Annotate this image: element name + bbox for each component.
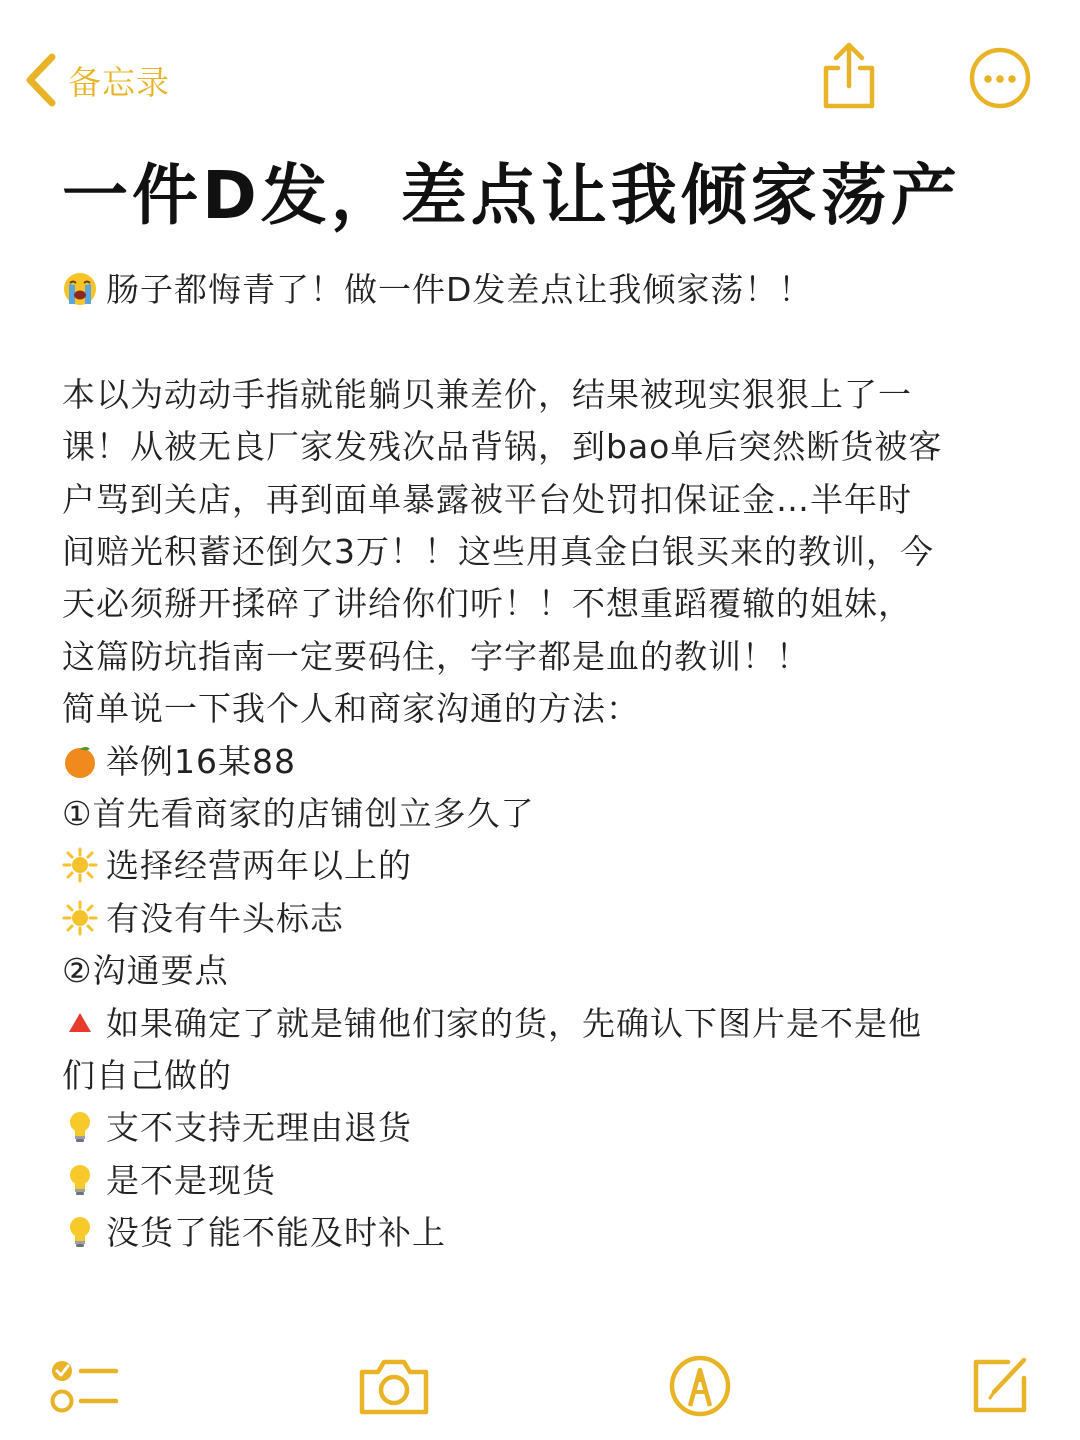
step-two-note-continued: 们自己做的 [62, 1056, 232, 1096]
checklist-icon[interactable] [50, 1354, 120, 1418]
light-bulb-emoji [62, 1109, 98, 1145]
list-item [62, 893, 1002, 945]
paragraph-line: 这篇防坑指南一定要码住，字字都是血的教训！！ [62, 636, 810, 676]
list-item [62, 1207, 1002, 1259]
chevron-left-icon [22, 51, 60, 109]
compose-icon[interactable] [968, 1352, 1032, 1418]
share-icon[interactable] [818, 40, 880, 112]
paragraph-line: 间赔光积蓄还倒欠3万！！这些用真金白银买来的教训，今 [62, 532, 934, 572]
paragraph-line: 本以为动动手指就能躺贝兼差价，结果被现实狠狠上了一 [62, 374, 912, 414]
light-bulb-emoji [62, 1162, 98, 1198]
list-item [62, 1155, 1002, 1207]
orange-emoji [62, 743, 98, 779]
story-paragraph [62, 369, 1002, 683]
method-intro: 简单说一下我个人和商家沟通的方法： [62, 689, 640, 729]
step-two-heading: ②沟通要点 [62, 951, 229, 991]
red-triangle-icon [62, 1005, 98, 1041]
more-icon[interactable] [968, 46, 1032, 110]
list-item-text: 是不是现货 [106, 1160, 276, 1200]
blank-line [62, 316, 1002, 368]
sun-emoji [62, 847, 98, 883]
list-item [62, 840, 1002, 892]
note-body[interactable] [62, 264, 1002, 1260]
step-two-note-text: 如果确定了就是铺他们家的货，先确认下图片是不是他 [106, 1003, 922, 1043]
bottom-toolbar [0, 1340, 1080, 1440]
example-line [62, 736, 1002, 788]
back-button[interactable] [22, 50, 170, 110]
note-title: 一件D发，差点让我倾家荡产 [62, 157, 961, 234]
list-item-text: 有没有牛头标志 [106, 898, 344, 938]
step-one-heading: ①首先看商家的店铺创立多久了 [62, 794, 535, 834]
crying-face-emoji [62, 271, 98, 307]
markup-pen-icon[interactable] [668, 1354, 732, 1418]
paragraph-line: 课！从被无良厂家发残次品背锅，到bao单后突然断货被客 [62, 427, 943, 467]
example-text: 举例16某88 [106, 741, 296, 781]
sun-emoji [62, 900, 98, 936]
list-item [62, 1102, 1002, 1154]
light-bulb-emoji [62, 1214, 98, 1250]
intro-line [62, 264, 1002, 316]
step-two-note [62, 998, 1002, 1050]
list-item-text: 没货了能不能及时补上 [106, 1213, 446, 1253]
list-item-text: 支不支持无理由退货 [106, 1108, 412, 1148]
list-item-text: 选择经营两年以上的 [106, 846, 412, 886]
nav-bar [0, 0, 1080, 150]
camera-icon[interactable] [356, 1354, 432, 1418]
back-label: 备忘录 [68, 62, 170, 102]
intro-text: 肠子都悔青了！做一件D发差点让我倾家荡！！ [106, 270, 813, 309]
paragraph-line: 户骂到关店，再到面单暴露被平台处罚扣保证金…半年时 [62, 479, 912, 519]
paragraph-line: 天必须掰开揉碎了讲给你们听！！不想重蹈覆辙的姐妹， [62, 584, 912, 624]
